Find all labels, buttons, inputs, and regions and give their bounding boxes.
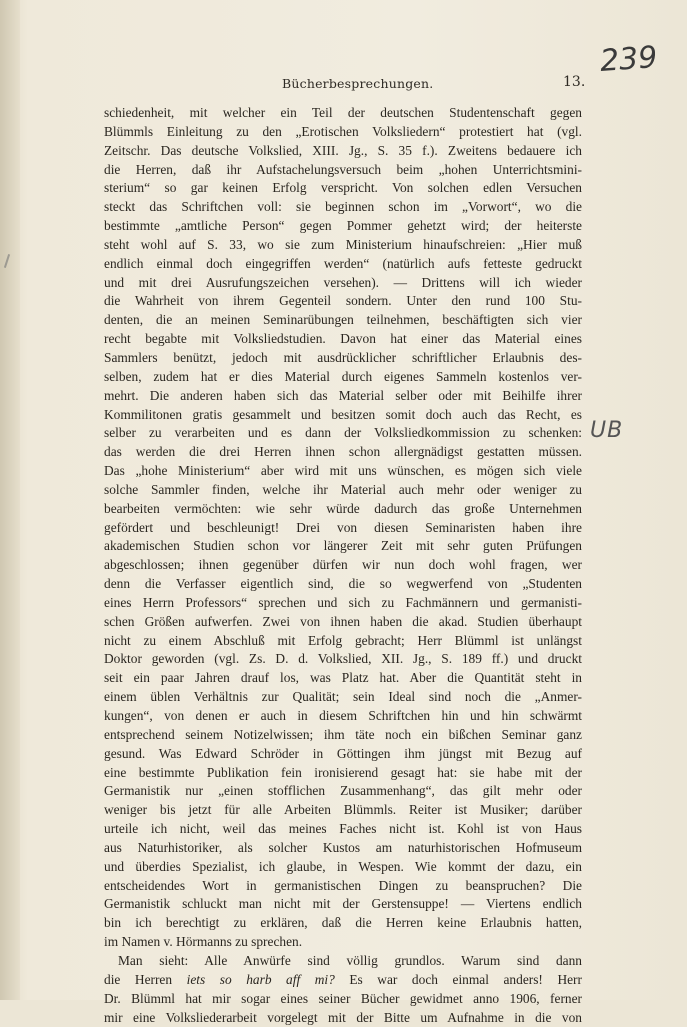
body-text	[104, 104, 582, 1027]
text-line: Germanistik schluckt man nicht mit der Gerstensuppe! — Viertens endlich	[104, 895, 582, 914]
text-line: Das „hohe Ministerium“ aber wird mit uns wünschen, es mögen sich viele	[104, 462, 582, 481]
text-line: Sammlers benützt, jedoch mit ausdrücklicher schriftlicher Erlaubnis des-	[104, 349, 582, 368]
text-line: seit ein paar Jahren drauf los, was Platz hat. Aber die Quantität steht in	[104, 669, 582, 688]
text-line: endlich einmal doch eingegriffen werden“ (natürlich aufs fetteste gedruckt	[104, 255, 582, 274]
text-line: und überdies Spezialist, ich glaube, in Wespen. Wie kommt der dazu, ein	[104, 858, 582, 877]
text-line: Dr. Blümml hat mir sogar eines seiner Bücher gewidmet anno 1906, ferner	[104, 990, 582, 1009]
text-line: kungen“, von denen er auch in diesem Schriftchen hin und hin schwärmt	[104, 707, 582, 726]
text-line: Kommilitonen gratis gesammelt und besitzen somit doch auch das Recht, es	[104, 406, 582, 425]
text-line: schen Größen aufwerfen. Zwei von ihnen haben die akad. Studien überhaupt	[104, 613, 582, 632]
text-line: weniger bis jetzt für alle Arbeiten Blümmls. Reiter ist Musiker; darüber	[104, 801, 582, 820]
text-line: Blümmls Einleitung zu den „Erotischen Volksliedern“ protestiert hat (vgl.	[104, 123, 582, 142]
text-line: selben, zudem hat er dies Material durch eigenes Sammeln kostenlos ver-	[104, 368, 582, 387]
text-line: urteile ich nicht, weil das meines Faches nicht ist. Kohl ist von Haus	[104, 820, 582, 839]
text-line: selber zu verarbeiten und es dann der Volksliedkommission zu schenken:	[104, 424, 582, 443]
italic-quote: iets so harb aff mi?	[187, 972, 335, 987]
text-line: steht wohl auf S. 33, wo sie zum Ministerium hinaufschreien: „Hier muß	[104, 236, 582, 255]
text-segment: Es war doch einmal anders! Herr	[335, 972, 582, 987]
text-line: eines Herrn Professors“ sprechen und sich zu Fachmännern und germanisti-	[104, 594, 582, 613]
text-line: aus Naturhistoriker, als solcher Kustos am naturhistorischen Hofmuseum	[104, 839, 582, 858]
handwritten-page-number: 239	[599, 40, 659, 79]
text-line: abgeschlossen; ihnen gegenüber dürfen wir nun doch wohl fragen, wer	[104, 556, 582, 575]
text-line: recht begabte mit Volksliedstudien. Davon hat einer das Material eines	[104, 330, 582, 349]
text-line: Germanistik nur „einen stofflichen Zusammenhang“, das gilt mehr oder	[104, 782, 582, 801]
text-line: steckt das Schriftchen voll: sie beginnen schon im „Vorwort“, wo die	[104, 198, 582, 217]
text-line: bestimmte „amtliche Person“ gegen Pommer gehetzt wird; der heiterste	[104, 217, 582, 236]
running-title: Bücherbesprechungen.	[282, 76, 433, 91]
text-line: nicht zu einem Abschluß mit Erfolg gebracht; Herr Blümml ist unlängst	[104, 632, 582, 651]
page-number: 13.	[563, 74, 585, 90]
text-line: denn die Verfasser eigentlich sind, die so wegwerfend von „Studenten	[104, 575, 582, 594]
text-line: sterium“ so gar keinen Erfolg verspricht. Von solchen edlen Versuchen	[104, 179, 582, 198]
text-line: gefördert und beschleunigt! Drei von diesen Seminaristen haben ihre	[104, 519, 582, 538]
text-line: Doktor geworden (vgl. Zs. D. d. Volkslied, XII. Jg., S. 189 ff.) und druckt	[104, 650, 582, 669]
text-line: bearbeiten vermöchten: wie sehr würde dadurch das große Unternehmen	[104, 500, 582, 519]
handwritten-margin-note: UB	[590, 418, 623, 443]
binding-shadow	[0, 0, 20, 1000]
text-line: und mit drei Ausrufungszeichen versehen). — Drittens will ich wieder	[104, 274, 582, 293]
text-line: mir eine Volksliederarbeit vorgelegt mit der Bitte um Aufnahme in die von	[104, 1009, 582, 1027]
text-segment: die Herren	[104, 972, 187, 987]
text-line: solche Sammler finden, welche ihr Material auch mehr oder weniger zu	[104, 481, 582, 500]
text-line: denten, die an meinen Seminarübungen teilnehmen, beschäftigten sich vier	[104, 311, 582, 330]
text-line: eine bestimmte Publikation fein ironisierend gesagt hat: sie habe mit der	[104, 764, 582, 783]
text-line: bin ich berechtigt zu erklären, daß die Herren keine Erlaubnis hatten,	[104, 914, 582, 933]
text-line: einem üblen Verhältnis zur Qualität; sein Ideal sind noch die „Anmer-	[104, 688, 582, 707]
text-line: das werden die drei Herren ihnen schon allergnädigst gestatten müssen.	[104, 443, 582, 462]
text-line: die Herren, daß ihr Aufstachelungsversuch beim „hohen Unterrichtsmini-	[104, 161, 582, 180]
text-line: entsprechend seinem Notizelwissen; ihm täte noch ein bißchen Seminar ganz	[104, 726, 582, 745]
text-line: Man sieht: Alle Anwürfe sind völlig grundlos. Warum sind dann	[104, 952, 582, 971]
text-line: gesund. Was Edward Schröder in Göttingen ihm jüngst mit Bezug auf	[104, 745, 582, 764]
text-line: mehrt. Die anderen haben sich das Material selber oder mit Beihilfe ihrer	[104, 387, 582, 406]
text-line	[104, 971, 582, 990]
text-line: die Wahrheit von ihrem Gegenteil sondern. Unter den rund 100 Stu-	[104, 292, 582, 311]
text-line: entscheidendes Wort in germanistischen Dingen zu beanspruchen? Die	[104, 877, 582, 896]
text-line: akademischen Studien schon vor längerer Zeit mit sehr guten Prüfungen	[104, 537, 582, 556]
text-line: Zeitschr. Das deutsche Volkslied, XIII. Jg., S. 35 f.). Zweitens bedauere ich	[104, 142, 582, 161]
text-line: schiedenheit, mit welcher ein Teil der deutschen Studentenschaft gegen	[104, 104, 582, 123]
text-line: im Namen v. Hörmanns zu sprechen.	[104, 933, 582, 952]
